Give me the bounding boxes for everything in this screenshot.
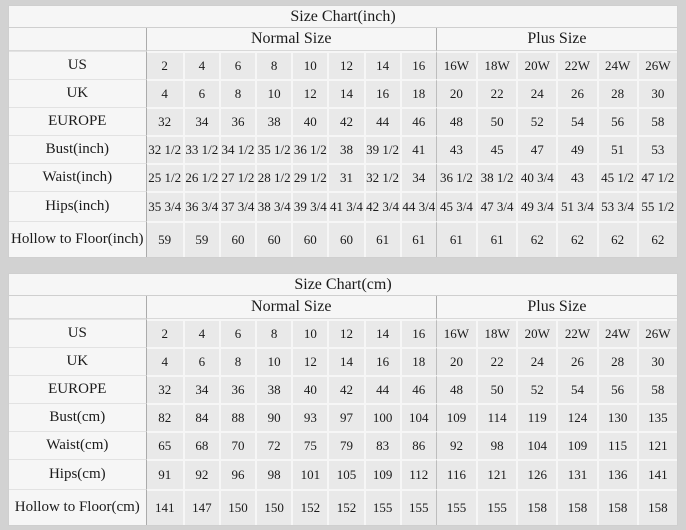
size-value-cell: 155	[400, 489, 436, 525]
size-value-cell: 6	[219, 319, 255, 347]
table-row	[9, 403, 677, 431]
size-value-cell: 121	[637, 431, 677, 459]
size-value-cell: 24	[516, 347, 556, 375]
size-value-cell: 130	[597, 403, 637, 431]
size-value-cell: 61	[400, 221, 436, 257]
size-value-cell: 45 1/2	[597, 163, 637, 191]
size-value-cell: 60	[327, 221, 363, 257]
size-group-header: Plus Size	[436, 28, 677, 51]
size-value-cell: 44	[364, 375, 400, 403]
size-value-cell: 35 1/2	[255, 135, 291, 163]
size-value-cell: 109	[436, 403, 476, 431]
size-value-cell: 12	[327, 51, 363, 79]
size-value-cell: 26	[556, 347, 596, 375]
size-value-cell: 31	[327, 163, 363, 191]
table-row	[9, 375, 677, 403]
table-row	[9, 431, 677, 459]
table-row	[9, 347, 677, 375]
size-value-cell: 158	[556, 489, 596, 525]
size-value-cell: 36 3/4	[183, 191, 219, 221]
size-value-cell: 114	[476, 403, 516, 431]
size-value-cell: 109	[364, 459, 400, 489]
size-value-cell: 8	[219, 79, 255, 107]
size-value-cell: 14	[364, 319, 400, 347]
size-value-cell: 26W	[637, 51, 677, 79]
row-label: Waist(cm)	[9, 431, 147, 459]
size-value-cell: 56	[597, 107, 637, 135]
size-value-cell: 51 3/4	[556, 191, 596, 221]
size-value-cell: 155	[364, 489, 400, 525]
size-value-cell: 4	[183, 51, 219, 79]
size-value-cell: 150	[219, 489, 255, 525]
size-value-cell: 150	[255, 489, 291, 525]
size-value-cell: 91	[147, 459, 183, 489]
size-value-cell: 38	[255, 107, 291, 135]
size-value-cell: 88	[219, 403, 255, 431]
size-value-cell: 126	[516, 459, 556, 489]
size-value-cell: 136	[597, 459, 637, 489]
size-value-cell: 40 3/4	[516, 163, 556, 191]
size-value-cell: 90	[255, 403, 291, 431]
size-value-cell: 45	[476, 135, 516, 163]
size-value-cell: 4	[147, 347, 183, 375]
size-value-cell: 58	[637, 107, 677, 135]
size-value-cell: 8	[255, 319, 291, 347]
row-label: EUROPE	[9, 375, 147, 403]
size-value-cell: 41	[400, 135, 436, 163]
size-value-cell: 32	[147, 375, 183, 403]
size-value-cell: 58	[637, 375, 677, 403]
size-value-cell: 38	[327, 135, 363, 163]
size-value-cell: 61	[436, 221, 476, 257]
size-value-cell: 83	[364, 431, 400, 459]
size-value-cell: 40	[291, 375, 327, 403]
size-value-cell: 43	[436, 135, 476, 163]
size-value-cell: 60	[291, 221, 327, 257]
size-value-cell: 28	[597, 347, 637, 375]
size-value-cell: 116	[436, 459, 476, 489]
size-value-cell: 104	[516, 431, 556, 459]
size-value-cell: 44 3/4	[400, 191, 436, 221]
size-value-cell: 48	[436, 375, 476, 403]
row-label: EUROPE	[9, 107, 147, 135]
size-value-cell: 26	[556, 79, 596, 107]
size-value-cell: 10	[255, 347, 291, 375]
size-value-cell: 26 1/2	[183, 163, 219, 191]
size-value-cell: 16	[364, 347, 400, 375]
size-value-cell: 27 1/2	[219, 163, 255, 191]
size-value-cell: 39 1/2	[364, 135, 400, 163]
size-value-cell: 36	[219, 107, 255, 135]
table-row	[9, 107, 677, 135]
size-value-cell: 124	[556, 403, 596, 431]
size-value-cell: 97	[327, 403, 363, 431]
size-value-cell: 86	[400, 431, 436, 459]
size-value-cell: 42 3/4	[364, 191, 400, 221]
size-value-cell: 101	[291, 459, 327, 489]
size-value-cell: 40	[291, 107, 327, 135]
size-value-cell: 18	[400, 347, 436, 375]
size-value-cell: 47	[516, 135, 556, 163]
corner-cell	[9, 296, 147, 319]
size-value-cell: 4	[183, 319, 219, 347]
size-value-cell: 104	[400, 403, 436, 431]
size-value-cell: 10	[255, 79, 291, 107]
size-value-cell: 35 3/4	[147, 191, 183, 221]
size-value-cell: 18W	[476, 319, 516, 347]
table-row	[9, 51, 677, 79]
size-value-cell: 26W	[637, 319, 677, 347]
size-value-cell: 14	[327, 347, 363, 375]
size-value-cell: 70	[219, 431, 255, 459]
size-value-cell: 135	[637, 403, 677, 431]
size-value-cell: 141	[637, 459, 677, 489]
table-row	[9, 489, 677, 525]
size-value-cell: 121	[476, 459, 516, 489]
size-value-cell: 20W	[516, 51, 556, 79]
size-value-cell: 32 1/2	[364, 163, 400, 191]
size-value-cell: 47 1/2	[637, 163, 677, 191]
size-value-cell: 8	[219, 347, 255, 375]
size-value-cell: 79	[327, 431, 363, 459]
size-value-cell: 59	[147, 221, 183, 257]
size-value-cell: 72	[255, 431, 291, 459]
size-value-cell: 59	[183, 221, 219, 257]
size-value-cell: 16W	[436, 319, 476, 347]
size-value-cell: 22W	[556, 319, 596, 347]
size-value-cell: 34	[183, 107, 219, 135]
size-value-cell: 20	[436, 79, 476, 107]
size-value-cell: 54	[556, 107, 596, 135]
size-value-cell: 50	[476, 375, 516, 403]
size-value-cell: 16	[364, 79, 400, 107]
size-value-cell: 16W	[436, 51, 476, 79]
size-value-cell: 39 3/4	[291, 191, 327, 221]
row-label: UK	[9, 79, 147, 107]
row-label: Hollow to Floor(cm)	[9, 489, 147, 525]
corner-cell	[9, 28, 147, 51]
size-value-cell: 12	[291, 347, 327, 375]
size-value-cell: 49 3/4	[516, 191, 556, 221]
size-value-cell: 37 3/4	[219, 191, 255, 221]
size-group-header: Normal Size	[147, 296, 436, 319]
size-value-cell: 158	[597, 489, 637, 525]
size-value-cell: 53 3/4	[597, 191, 637, 221]
size-value-cell: 155	[436, 489, 476, 525]
size-value-cell: 158	[516, 489, 556, 525]
row-label: US	[9, 319, 147, 347]
size-value-cell: 33 1/2	[183, 135, 219, 163]
row-label: Hollow to Floor(inch)	[9, 221, 147, 257]
size-value-cell: 14	[327, 79, 363, 107]
size-value-cell: 34	[400, 163, 436, 191]
table-row	[9, 319, 677, 347]
table-row	[9, 221, 677, 257]
size-value-cell: 52	[516, 375, 556, 403]
size-value-cell: 147	[183, 489, 219, 525]
table-row	[9, 163, 677, 191]
size-value-cell: 24W	[597, 51, 637, 79]
size-value-cell: 48	[436, 107, 476, 135]
table-row	[9, 459, 677, 489]
size-value-cell: 98	[255, 459, 291, 489]
size-value-cell: 44	[364, 107, 400, 135]
size-value-cell: 62	[597, 221, 637, 257]
row-label: Hips(inch)	[9, 191, 147, 221]
table-row	[9, 79, 677, 107]
size-value-cell: 158	[637, 489, 677, 525]
size-group-header: Plus Size	[436, 296, 677, 319]
size-value-cell: 12	[291, 79, 327, 107]
size-value-cell: 65	[147, 431, 183, 459]
size-value-cell: 60	[219, 221, 255, 257]
size-value-cell: 55 1/2	[637, 191, 677, 221]
size-value-cell: 93	[291, 403, 327, 431]
size-value-cell: 60	[255, 221, 291, 257]
row-label: US	[9, 51, 147, 79]
size-value-cell: 50	[476, 107, 516, 135]
size-value-cell: 152	[327, 489, 363, 525]
size-value-cell: 52	[516, 107, 556, 135]
size-value-cell: 36 1/2	[436, 163, 476, 191]
size-value-cell: 28	[597, 79, 637, 107]
size-value-cell: 41 3/4	[327, 191, 363, 221]
size-value-cell: 30	[637, 79, 677, 107]
size-value-cell: 46	[400, 375, 436, 403]
row-label: Hips(cm)	[9, 459, 147, 489]
row-label: Bust(cm)	[9, 403, 147, 431]
size-value-cell: 43	[556, 163, 596, 191]
size-value-cell: 34 1/2	[219, 135, 255, 163]
size-value-cell: 51	[597, 135, 637, 163]
size-value-cell: 4	[147, 79, 183, 107]
size-value-cell: 62	[637, 221, 677, 257]
size-chart-table	[8, 273, 678, 526]
size-value-cell: 2	[147, 319, 183, 347]
size-value-cell: 36 1/2	[291, 135, 327, 163]
size-value-cell: 6	[183, 79, 219, 107]
size-value-cell: 42	[327, 375, 363, 403]
size-value-cell: 62	[516, 221, 556, 257]
size-value-cell: 10	[291, 51, 327, 79]
size-value-cell: 152	[291, 489, 327, 525]
size-value-cell: 24	[516, 79, 556, 107]
size-value-cell: 16	[400, 51, 436, 79]
size-chart-table	[8, 5, 678, 258]
size-value-cell: 61	[364, 221, 400, 257]
size-chart-inch-section	[8, 5, 678, 258]
size-value-cell: 32 1/2	[147, 135, 183, 163]
size-value-cell: 56	[597, 375, 637, 403]
size-chart-cm-section	[8, 273, 678, 526]
size-value-cell: 38 1/2	[476, 163, 516, 191]
size-value-cell: 131	[556, 459, 596, 489]
size-value-cell: 96	[219, 459, 255, 489]
size-value-cell: 16	[400, 319, 436, 347]
size-value-cell: 25 1/2	[147, 163, 183, 191]
table-title: Size Chart(inch)	[9, 6, 677, 28]
size-value-cell: 105	[327, 459, 363, 489]
size-value-cell: 38	[255, 375, 291, 403]
size-value-cell: 54	[556, 375, 596, 403]
table-title: Size Chart(cm)	[9, 274, 677, 296]
size-value-cell: 36	[219, 375, 255, 403]
size-group-header: Normal Size	[147, 28, 436, 51]
size-value-cell: 29 1/2	[291, 163, 327, 191]
size-value-cell: 20	[436, 347, 476, 375]
size-value-cell: 92	[436, 431, 476, 459]
size-value-cell: 115	[597, 431, 637, 459]
size-value-cell: 18W	[476, 51, 516, 79]
size-value-cell: 28 1/2	[255, 163, 291, 191]
size-value-cell: 32	[147, 107, 183, 135]
size-value-cell: 22	[476, 347, 516, 375]
size-value-cell: 82	[147, 403, 183, 431]
size-value-cell: 45 3/4	[436, 191, 476, 221]
table-row	[9, 191, 677, 221]
row-label: Waist(inch)	[9, 163, 147, 191]
size-value-cell: 141	[147, 489, 183, 525]
size-value-cell: 112	[400, 459, 436, 489]
row-label: UK	[9, 347, 147, 375]
size-value-cell: 6	[219, 51, 255, 79]
size-value-cell: 46	[400, 107, 436, 135]
size-value-cell: 14	[364, 51, 400, 79]
size-value-cell: 10	[291, 319, 327, 347]
size-value-cell: 155	[476, 489, 516, 525]
row-label: Bust(inch)	[9, 135, 147, 163]
size-value-cell: 84	[183, 403, 219, 431]
size-value-cell: 18	[400, 79, 436, 107]
size-value-cell: 22W	[556, 51, 596, 79]
size-value-cell: 42	[327, 107, 363, 135]
size-value-cell: 47 3/4	[476, 191, 516, 221]
size-value-cell: 49	[556, 135, 596, 163]
size-value-cell: 75	[291, 431, 327, 459]
size-value-cell: 22	[476, 79, 516, 107]
size-value-cell: 30	[637, 347, 677, 375]
size-value-cell: 119	[516, 403, 556, 431]
size-value-cell: 20W	[516, 319, 556, 347]
size-value-cell: 100	[364, 403, 400, 431]
size-value-cell: 38 3/4	[255, 191, 291, 221]
size-value-cell: 8	[255, 51, 291, 79]
size-value-cell: 2	[147, 51, 183, 79]
size-value-cell: 53	[637, 135, 677, 163]
size-value-cell: 61	[476, 221, 516, 257]
size-value-cell: 109	[556, 431, 596, 459]
size-value-cell: 98	[476, 431, 516, 459]
table-row	[9, 135, 677, 163]
size-value-cell: 92	[183, 459, 219, 489]
size-value-cell: 68	[183, 431, 219, 459]
size-value-cell: 34	[183, 375, 219, 403]
size-value-cell: 12	[327, 319, 363, 347]
size-value-cell: 62	[556, 221, 596, 257]
size-value-cell: 24W	[597, 319, 637, 347]
size-value-cell: 6	[183, 347, 219, 375]
